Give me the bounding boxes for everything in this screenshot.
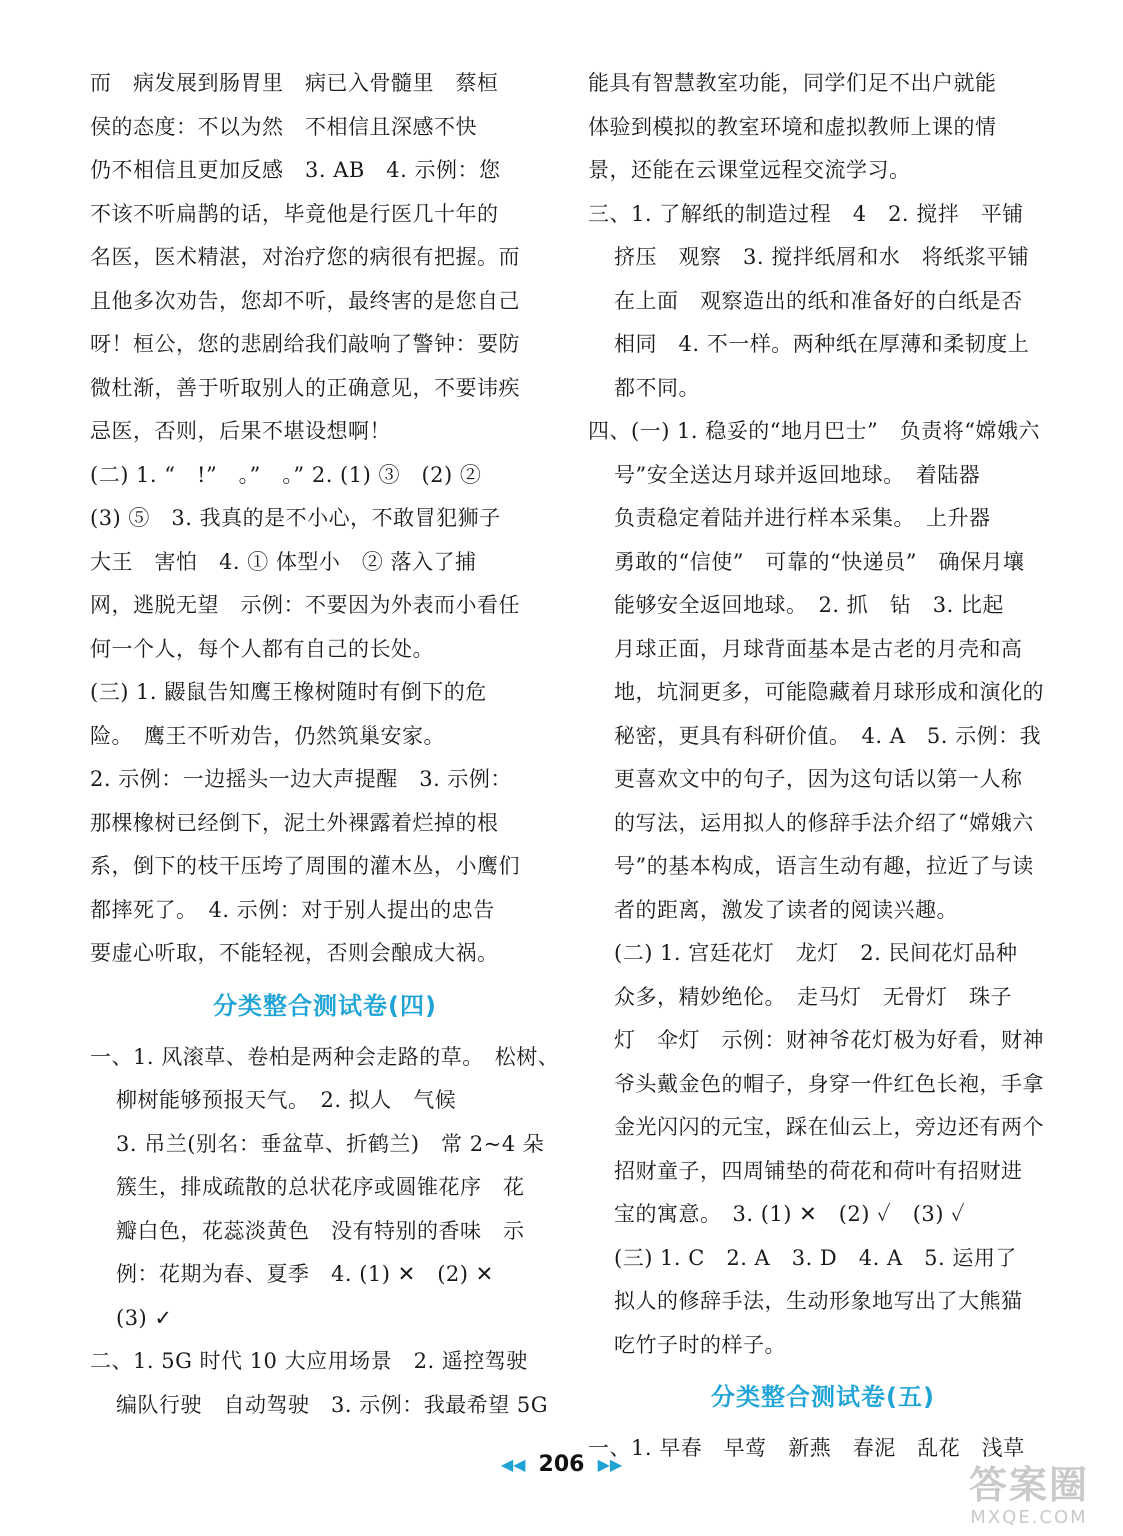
right-column: [588, 62, 1058, 1471]
answer-line: 爷头戴金色的帽子，身穿一件红色长袍，手拿: [614, 1071, 1044, 1096]
answer-line: (三) 1. 鼹鼠告知鹰王橡树随时有倒下的危: [90, 680, 487, 704]
answer-line: 3. 吊兰(别名：垂盆草、折鹤兰) 常 2~4 朵: [116, 1131, 545, 1156]
answer-line: 2. 示例：一边摇头一边大声提醒 3. 示例：: [90, 767, 512, 791]
answer-line: 编队行驶 自动驾驶 3. 示例：我最希望 5G: [116, 1392, 549, 1417]
answer-line: 号”的基本构成，语言生动有趣，拉近了与读: [614, 854, 1034, 878]
answer-line: 在上面 观察造出的纸和准备好的白纸是否: [614, 288, 1023, 313]
left-answer-block-b: [90, 1036, 560, 1428]
answer-line: (3) ✓: [116, 1305, 173, 1330]
answer-line: 月球正面，月球背面基本是古老的月壳和高: [614, 636, 1023, 661]
answer-line: 众多，精妙绝伦。 走马灯 无骨灯 珠子: [614, 984, 1012, 1009]
answer-line: 体验到模拟的教室环境和虚拟教师上课的情: [588, 114, 997, 139]
answer-line: 负责稳定着陆并进行样本采集。 上升器: [614, 506, 991, 530]
answer-line: 要虚心听取，不能轻视，否则会酿成大祸。: [90, 941, 499, 965]
answer-line: 能够安全返回地球。 2. 抓 钻 3. 比起: [614, 593, 1004, 617]
answer-line: 相同 4. 不一样。两种纸在厚薄和柔韧度上: [614, 332, 1030, 356]
answer-line: 金光闪闪的元宝，踩在仙云上，旁边还有两个: [614, 1115, 1044, 1139]
answer-line: 招财童子，四周铺垫的荷花和荷叶有招财进: [614, 1158, 1023, 1183]
left-column: [90, 62, 560, 1427]
answer-line: 勇敢的“信使” 可靠的“快递员” 确保月壤: [614, 549, 1025, 574]
watermark-url: MXQE.COM: [970, 1507, 1088, 1528]
answer-line: 二、1. 5G 时代 10 大应用场景 2. 遥控驾驶: [90, 1349, 528, 1373]
answer-line: 且他多次劝告，您却不听，最终害的是您自己: [90, 288, 520, 313]
answer-line: 例：花期为春、夏季 4. (1) ✕ (2) ✕: [116, 1262, 494, 1286]
answer-line: 网，逃脱无望 示例：不要因为外表而小看任: [90, 593, 520, 617]
answer-line: 微杜渐，善于听取别人的正确意见，不要讳疾: [90, 375, 520, 400]
answer-line: 簇生，排成疏散的总状花序或圆锥花序 花: [116, 1175, 525, 1199]
answer-line: 挤压 观察 3. 搅拌纸屑和水 将纸浆平铺: [614, 245, 1030, 269]
answer-line: 吃竹子时的样子。: [614, 1332, 786, 1357]
answer-line: (二) 1. 宫廷花灯 龙灯 2. 民间花灯品种: [614, 941, 1018, 965]
answer-line: 呀！桓公，您的悲剧给我们敲响了警钟：要防: [90, 332, 520, 356]
answer-line: 号”安全送达月球并返回地球。 着陆器: [614, 462, 981, 487]
answer-line: 一、1. 早春 早莺 新燕 春泥 乱花 浅草: [588, 1436, 1025, 1460]
answer-line: 拟人的修辞手法，生动形象地写出了大熊猫: [614, 1289, 1023, 1313]
left-answer-block-a: [90, 62, 560, 976]
answer-line: 大王 害怕 4. ① 体型小 ② 落入了捕: [90, 549, 477, 574]
answer-line: 瓣白色，花蕊淡黄色 没有特别的香味 示: [116, 1218, 525, 1243]
answer-line: 系，倒下的枝干压垮了周围的灌木丛，小鹰们: [90, 854, 520, 878]
answer-line: 而 病发展到肠胃里 病已入骨髓里 蔡桓: [90, 71, 499, 95]
answer-line: 一、1. 风滚草、卷柏是两种会走路的草。 松树、: [90, 1044, 560, 1069]
answer-line: 景，还能在云课堂远程交流学习。: [588, 158, 911, 182]
section-title-five: 分类整合测试卷(五): [711, 1383, 935, 1411]
page-number: 206: [538, 1452, 585, 1477]
answer-line: 险。 鹰王不听劝告，仍然筑巢安家。: [90, 723, 445, 748]
right-answer-block-a: [588, 62, 1058, 1367]
answer-line: 灯 伞灯 示例：财神爷花灯极为好看，财神: [614, 1028, 1044, 1052]
answer-line: 何一个人，每个人都有自己的长处。: [90, 636, 434, 661]
next-arrow-icon: ▶▶: [597, 1455, 623, 1474]
answer-line: 不该不听扁鹊的话，毕竟他是行医几十年的: [90, 201, 499, 226]
answer-line: (二) 1. “ !” 。” 。” 2. (1) ③ (2) ②: [90, 462, 482, 487]
answer-line: 都摔死了。 4. 示例：对于别人提出的忠告: [90, 897, 495, 922]
watermark-text: 答案圈: [968, 1463, 1089, 1507]
answer-line: 忌医，否则，后果不堪设想啊！: [90, 419, 391, 443]
answer-line: 地，坑洞更多，可能隐藏着月球形成和演化的: [614, 680, 1044, 704]
answer-line: 秘密，更具有科研价值。 4. A 5. 示例：我: [614, 723, 1042, 748]
answer-line: (三) 1. C 2. A 3. D 4. A 5. 运用了: [614, 1245, 1017, 1270]
answer-line: 那棵橡树已经倒下，泥土外裸露着烂掉的根: [90, 810, 499, 835]
watermark-logo: [949, 1463, 1109, 1528]
answer-line: 更喜欢文中的句子，因为这句话以第一人称: [614, 767, 1023, 791]
answer-line: 三、1. 了解纸的制造过程 4 2. 搅拌 平铺: [588, 201, 1024, 226]
answer-line: (3) ⑤ 3. 我真的是不小心，不敢冒犯狮子: [90, 506, 501, 530]
answer-line: 侯的态度：不以为然 不相信且深感不快: [90, 114, 477, 139]
answer-line: 的写法，运用拟人的修辞手法介绍了“嫦娥六: [614, 810, 1034, 835]
answer-line: 能具有智慧教室功能，同学们足不出户就能: [588, 71, 997, 95]
section-title-four: 分类整合测试卷(四): [213, 991, 437, 1020]
answer-line: 者的距离，激发了读者的阅读兴趣。: [614, 897, 958, 922]
answer-line: 四、(一) 1. 稳妥的“地月巴士” 负责将“嫦娥六: [588, 419, 1040, 443]
answer-line: 名医，医术精湛，对治疗您的病很有把握。而: [90, 245, 520, 269]
answer-line: 宝的寓意。 3. (1) ✕ (2) ✓ (3) ✓: [614, 1202, 966, 1226]
answer-line: 柳树能够预报天气。 2. 拟人 气候: [116, 1088, 457, 1112]
answer-line: 仍不相信且更加反感 3. AB 4. 示例：您: [90, 158, 501, 182]
answer-line: 都不同。: [614, 375, 700, 400]
prev-arrow-icon: ◀◀: [500, 1455, 526, 1474]
